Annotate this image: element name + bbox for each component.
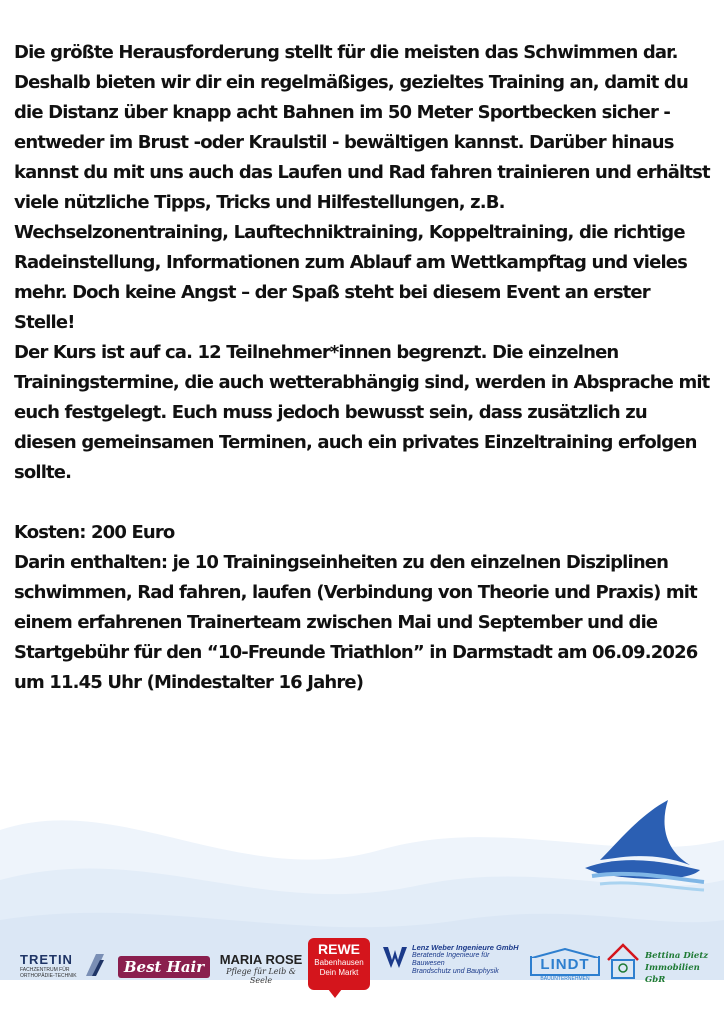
tretin-logo: TRETIN FACHZENTRUM FÜR ORTHOPÄDIE-TECHNIK xyxy=(20,952,112,979)
lindt-logo: LINDT BAUUNTERNEHMEN xyxy=(530,948,600,982)
tretin-mark-icon xyxy=(84,952,106,978)
main-text xyxy=(14,38,714,698)
rewe-logo: REWE Babenhausen Dein Markt xyxy=(308,938,370,990)
included-text: Darin enthalten: je 10 Trainingseinheiten zu den einzelnen Disziplinen schwimmen, Rad fahren, laufen (Verbindung von Theorie und Praxis) mit einem erfahrenen Trainerteam zwischen Mai und September und die Startgebühr für den “10-Freunde Triathlon” in Darmstadt am 06.09.2026 um 11.45 Uhr (Mindestalter 16 Jahre) xyxy=(14,552,698,693)
sponsor-bar: TRETIN FACHZENTRUM FÜR ORTHOPÄDIE-TECHNIK Best Hair MARIA ROSE Pflege für Leib & Seele REWE Babenhausen Dein Markt Lenz Weber Ingenieure GmbH Beratende Ingenieure für Bauwesen Brandschutz und Bauphysik LINDT BAUUNTERNEHMEN Bettina Dietz Immobilien GbR xyxy=(0,930,724,1000)
roof-icon xyxy=(530,948,600,958)
lenz-w-icon xyxy=(382,944,408,970)
dietz-logo: Bettina Dietz Immobilien GbR xyxy=(605,942,715,986)
rewe-tail xyxy=(328,989,342,998)
paragraph-swimming: Die größte Herausforderung stellt für die meisten das Schwimmen dar. Deshalb bieten wir dir ein regelmäßiges, gezieltes Training an, damit du die Distanz über knapp acht Bahnen im 50 Meter Sportbecken sicher - entweder im Brust -oder Kraulstil - bewältigen kannst. Darüber hinaus kannst du mit uns auch das Laufen und Rad fahren trainieren und erhältst viele nützliche Tipps, Tricks und Hilfestellungen, z.B. Wechselzonentraining, Lauftechniktraining, Koppeltraining, die richtige Radeinstellung, Informationen zum Ablauf am Wettkampftag und vieles mehr. Doch keine Angst – der Spaß steht bei diesem Event an erster Stelle! xyxy=(14,42,710,333)
costs-line: Kosten: 200 Euro xyxy=(14,522,175,543)
spacer xyxy=(14,488,714,518)
paragraph-course: Der Kurs ist auf ca. 12 Teilnehmer*innen begrenzt. Die einzelnen Trainingstermine, die auch wetterabhängig sind, werden in Absprache mit euch festgelegt. Euch muss jedoch bewusst sein, dass zusätzlich zu diesen gemeinsamen Terminen, auch ein privates Einzeltraining erfolgen sollte. xyxy=(14,342,710,483)
besthair-logo: Best Hair xyxy=(118,956,210,978)
house-icon xyxy=(605,942,641,982)
mariarose-logo: MARIA ROSE Pflege für Leib & Seele xyxy=(219,952,303,985)
